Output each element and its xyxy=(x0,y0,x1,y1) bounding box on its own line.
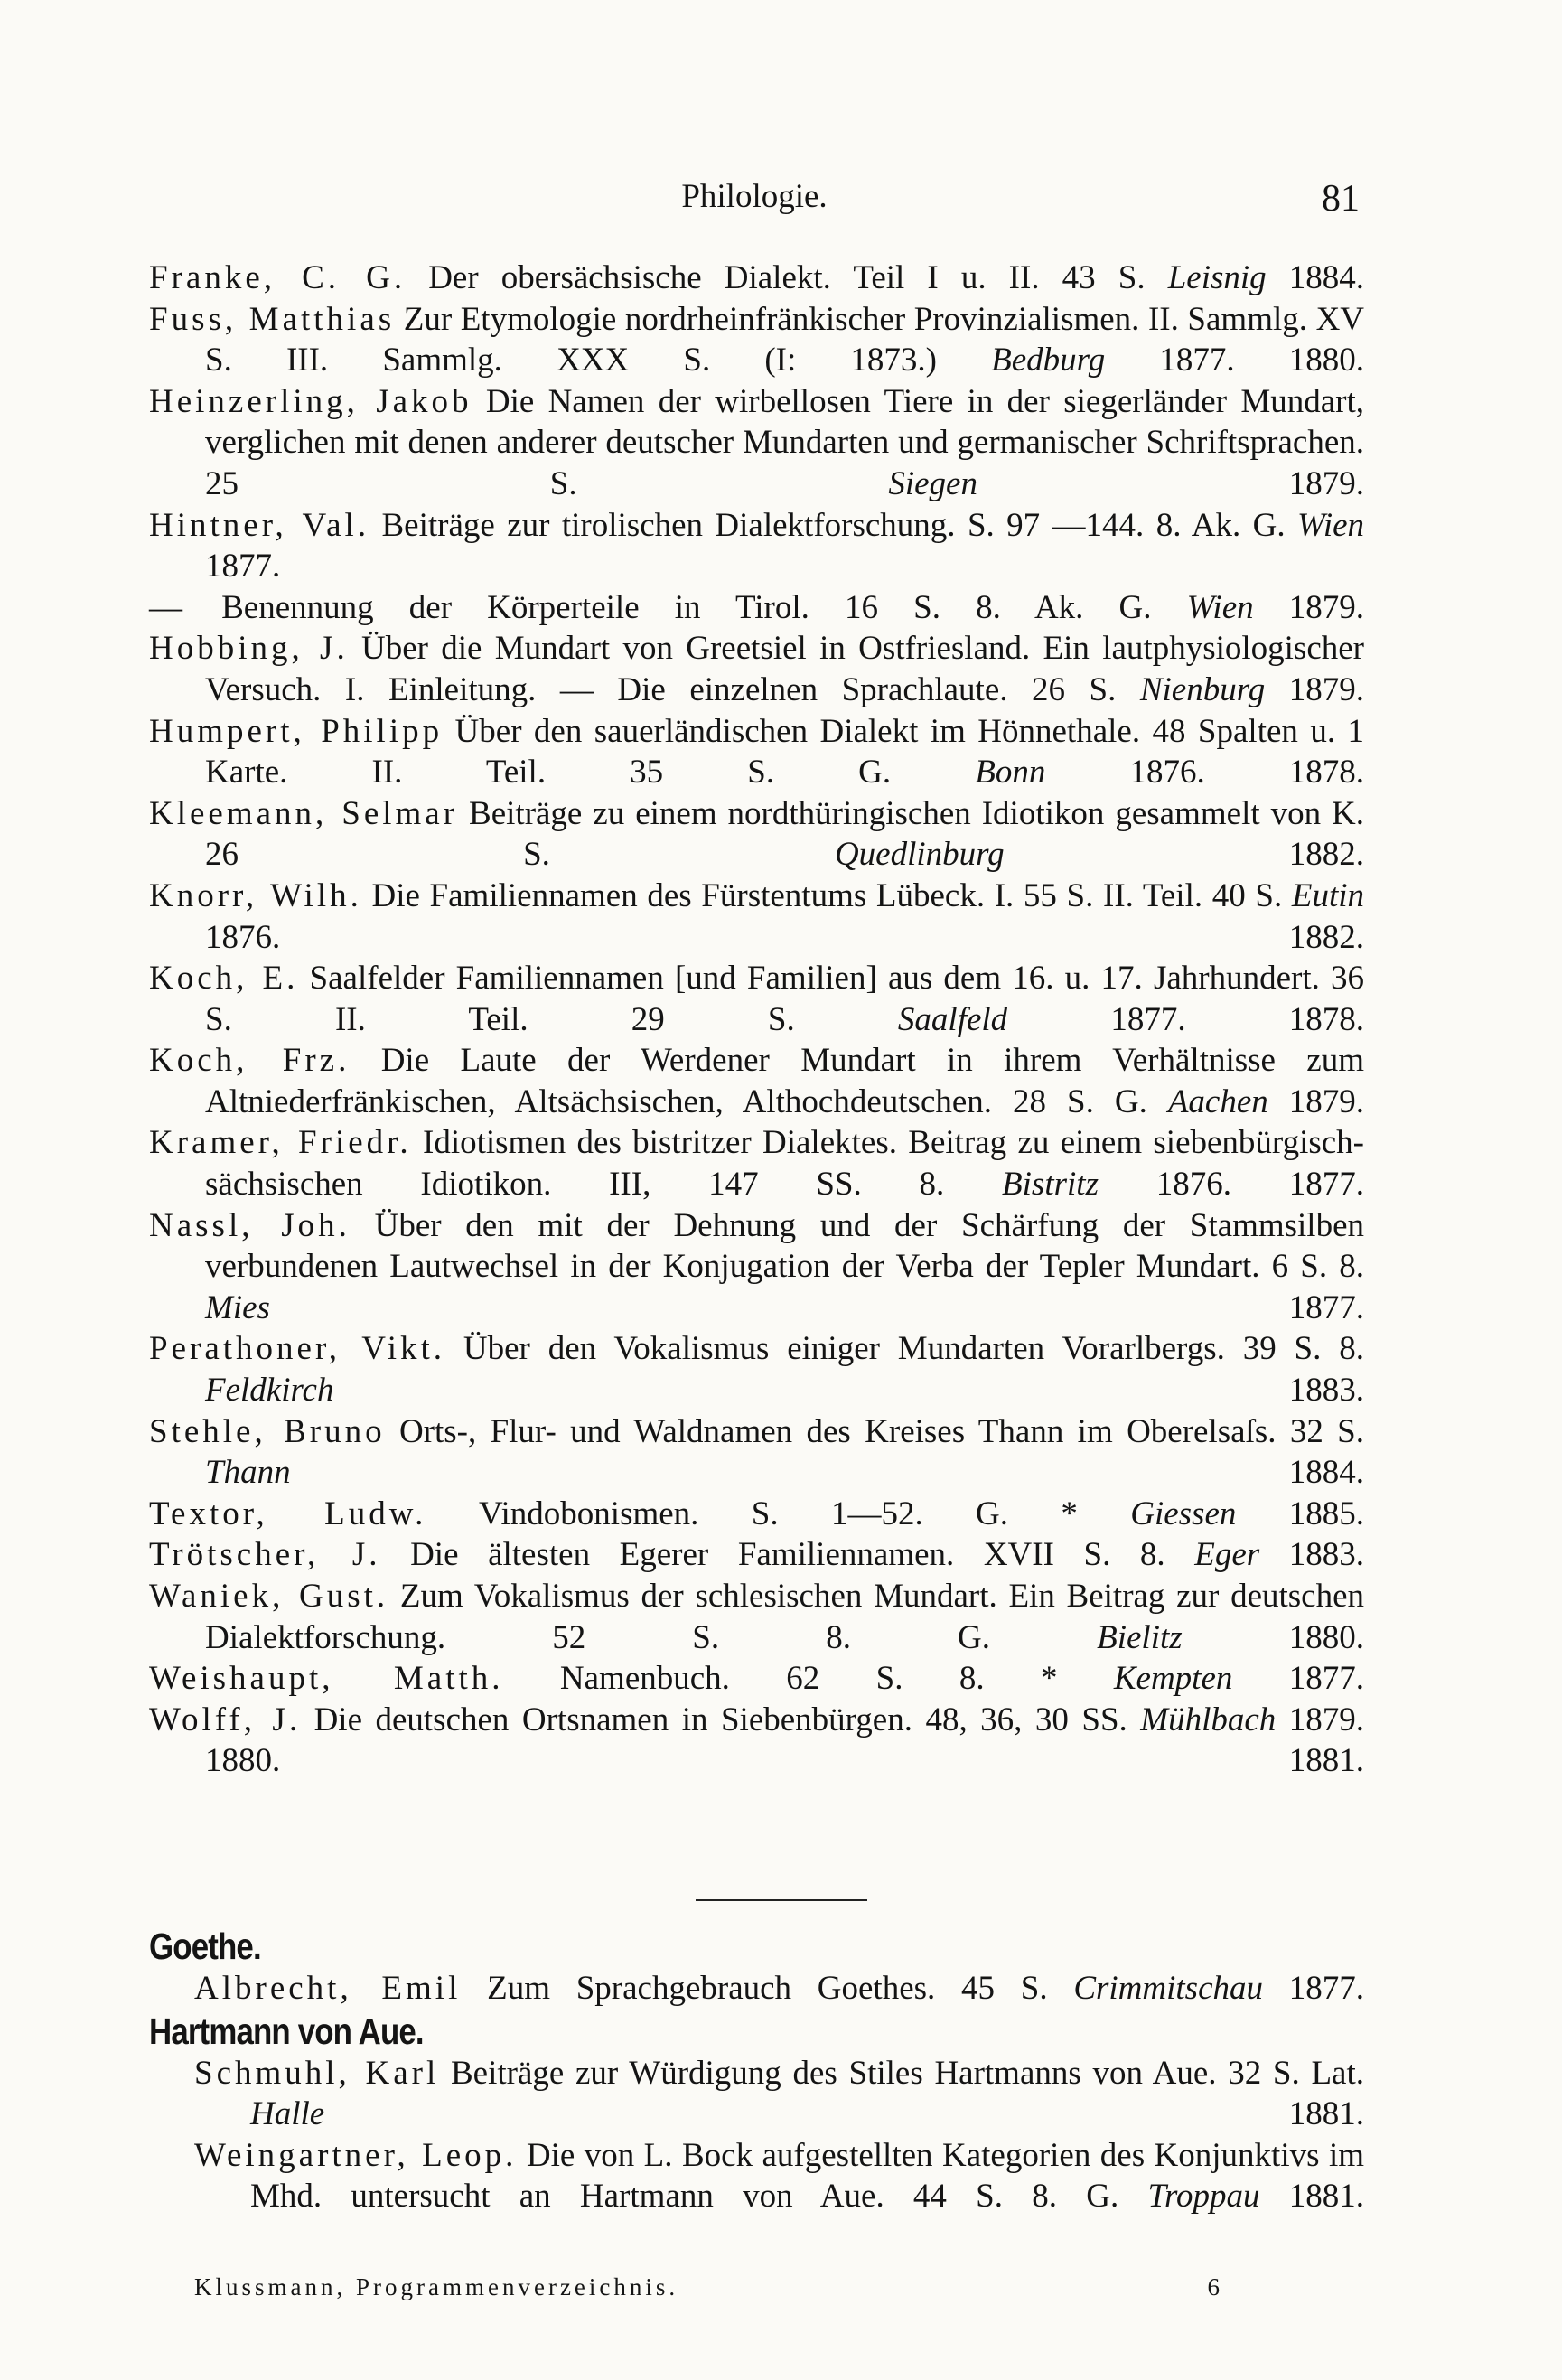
entry-title: Beiträge zu einem nordthüringischen Idiotikon gesammelt von K. 26 S. xyxy=(205,794,1365,874)
entry-title: Die ältesten Egerer Familiennamen. XVII S. 8. xyxy=(410,1536,1165,1574)
bibliography-entry xyxy=(149,587,1364,629)
entry-place: Kempten xyxy=(1113,1660,1233,1698)
bibliography-entry xyxy=(149,1328,1364,1410)
entry-place: Mies xyxy=(205,1288,270,1326)
entry-place: Halle xyxy=(250,2095,325,2133)
bibliography-entry xyxy=(194,1968,1364,2010)
entry-place: Siegen xyxy=(888,464,977,502)
bibliography-entry xyxy=(149,1411,1364,1494)
entry-author: Wolff, J. xyxy=(149,1701,302,1738)
bibliography-entry xyxy=(149,958,1364,1040)
entry-title: Der obersächsische Dialekt. Teil I u. II. 43 S. xyxy=(428,259,1146,296)
bibliography-entry xyxy=(149,711,1364,793)
entry-author: Koch, E. xyxy=(149,960,299,998)
entry-place: Aachen xyxy=(1167,1082,1268,1120)
entry-author: Hobbing, J. xyxy=(149,630,349,668)
entry-author: Weingartner, Leop. xyxy=(194,2136,518,2174)
entry-title: Die deutschen Ortsnamen in Siebenbürgen. 48, 36, 30 SS. xyxy=(313,1701,1127,1738)
entry-year: 1879. xyxy=(1288,670,1365,708)
entry-place: Bielitz xyxy=(1097,1618,1183,1656)
entry-place: Thann xyxy=(205,1454,291,1492)
entry-author: Weishaupt, Matth. xyxy=(149,1660,504,1698)
entry-place: Leisnig xyxy=(1167,259,1267,296)
entry-place: Crimmitschau xyxy=(1073,1970,1264,2007)
entry-author: Albrecht, Emil xyxy=(194,1970,462,2007)
entry-title: Vindobonismen. S. 1—52. G. * xyxy=(479,1495,1078,1532)
entry-title: Zum Sprachgebrauch Goethes. 45 S. xyxy=(487,1970,1048,2007)
entry-place: Bistritz xyxy=(1002,1166,1099,1204)
entry-author: Kleemann, Selmar xyxy=(149,794,459,832)
entry-title: Beiträge zur Würdigung des Stiles Hartmanns von Aue. 32 S. Lat. xyxy=(450,2054,1365,2092)
entry-author: Textor, Ludw. xyxy=(149,1495,427,1532)
entry-title: Über den sauerländischen Dialekt im Hönnethale. 48 Spalten u. 1 Karte. II. Teil. 35 S. G. xyxy=(205,712,1365,792)
entry-year: 1877. xyxy=(1288,1660,1364,1698)
section-divider xyxy=(696,1899,867,1901)
entry-title: Über die Mundart von Greetsiel in Ostfriesland. Ein lautphysiologischer Versuch. I. Einleitung. — Die einzelnen Sprachlaute. 26 S. xyxy=(205,630,1365,708)
bibliography-entry xyxy=(149,258,1364,299)
entry-year: 1883. xyxy=(1288,1536,1365,1574)
entry-title: Idiotismen des bistritzer Dialektes. Beitrag zu einem siebenbürgisch-sächsischen Idiotikon. III, 147 SS. 8. xyxy=(205,1124,1364,1204)
entry-year: 1879. 1880. 1881. xyxy=(205,1701,1365,1780)
entry-title: Saalfelder Familiennamen [und Familien] aus dem 16. u. 17. Jahrhundert. 36 S. II. Teil. 29 S. xyxy=(205,960,1365,1038)
bibliography-entry xyxy=(149,1576,1364,1658)
entry-year: 1877. xyxy=(1288,1970,1364,2007)
page-number: 81 xyxy=(1322,178,1360,220)
page-header xyxy=(149,177,1360,240)
entry-year: 1877. 1878. xyxy=(1110,1000,1364,1038)
footer-signature: Klussmann, Programmenverzeichnis. xyxy=(194,2273,679,2300)
entry-year: 1880. xyxy=(1288,1618,1365,1656)
entry-place: Mühlbach xyxy=(1140,1701,1277,1738)
bibliography-entry xyxy=(149,628,1364,710)
entry-place: Saalfeld xyxy=(897,1000,1008,1038)
bibliography-entry xyxy=(149,299,1364,381)
entry-title: Benennung der Körperteile in Tirol. 16 S. 8. Ak. G. xyxy=(221,588,1152,626)
bibliography-entry xyxy=(149,1205,1364,1329)
entry-place: Eger xyxy=(1194,1536,1260,1574)
bibliography-entry xyxy=(194,2135,1364,2217)
entry-author: Fuss, Matthias xyxy=(149,300,396,338)
entry-author: Hintner, Val. xyxy=(149,506,370,544)
entry-author: Schmuhl, Karl xyxy=(194,2054,440,2092)
entry-author: Kramer, Friedr. xyxy=(149,1124,412,1162)
entry-year: 1879. xyxy=(1288,588,1364,626)
entry-year: 1876. 1877. xyxy=(1155,1166,1364,1204)
entry-title: Über den mit der Dehnung und der Schärfung der Stammsilben verbundenen Lautwechsel in der Konjugation der Verba der Tepler Mundart. 6 S. 8. xyxy=(205,1206,1365,1286)
entry-title: Zur Etymologie nordrheinfränkischer Provinzialismen. II. Sammlg. XV S. III. Sammlg. XXX S. (I: 1873.) xyxy=(205,300,1365,379)
entry-author: Trötscher, J. xyxy=(149,1536,381,1574)
entry-year: 1877. 1880. xyxy=(1159,342,1365,379)
section-entries xyxy=(149,2053,1364,2217)
bibliography-list xyxy=(149,258,1364,1782)
entry-title: Orts-, Flur- und Waldnamen des Kreises Thann im Oberelsaſs. 32 S. xyxy=(398,1412,1364,1450)
entry-year: 1884. xyxy=(1288,1454,1364,1492)
entry-place: Quedlinburg xyxy=(834,836,1005,874)
entry-year: 1876. 1878. xyxy=(1129,754,1365,792)
entry-author: Humpert, Philipp xyxy=(149,712,444,750)
entry-title: Über den Vokalismus einiger Mundarten Vorarlbergs. 39 S. 8. xyxy=(463,1330,1364,1368)
entry-author: Nassl, Joh. xyxy=(149,1206,351,1244)
entry-year: 1877. xyxy=(1288,1288,1364,1326)
bibliography-entry xyxy=(149,1534,1364,1576)
entry-author: Stehle, Bruno xyxy=(149,1412,386,1450)
author-sections xyxy=(149,1925,1364,2217)
bibliography-entry xyxy=(149,1494,1364,1535)
section-entries xyxy=(149,1968,1364,2010)
bibliography-entry xyxy=(149,1122,1364,1204)
entry-author: Perathoner, Vikt. xyxy=(149,1330,446,1368)
entry-author: Knorr, Wilh. xyxy=(149,876,362,914)
entry-author: Koch, Frz. xyxy=(149,1042,351,1080)
entry-year: 1879. xyxy=(1288,464,1364,502)
bibliography-entry xyxy=(149,381,1364,505)
entry-title: Die Namen der wirbellosen Tiere in der siegerländer Mundart, verglichen mit denen anderer deutscher Mundarten und germanischer Schriftsprachen. 25 S. xyxy=(205,382,1364,502)
entry-place: Giessen xyxy=(1130,1495,1237,1532)
entry-author: — xyxy=(149,588,186,626)
bibliography-entry xyxy=(194,2053,1364,2135)
entry-title: Zum Vokalismus der schlesischen Mundart. Ein Beitrag zur deutschen Dialektforschung. 52 S. 8. G. xyxy=(205,1578,1365,1656)
entry-place: Eutin xyxy=(1291,876,1365,914)
section-heading: Hartmann von Aue. xyxy=(149,2010,424,2052)
entry-year: 1879. xyxy=(1288,1082,1365,1120)
entry-place: Nienburg xyxy=(1139,670,1266,708)
entry-year: 1876. 1882. xyxy=(205,918,1364,956)
entry-year: 1882. xyxy=(1288,836,1364,874)
entry-place: Wien xyxy=(1297,506,1365,544)
running-title: Philologie. xyxy=(681,178,828,215)
bibliography-entry xyxy=(149,1700,1364,1782)
bibliography-entry xyxy=(149,1040,1364,1122)
entry-title: Beiträge zur tirolischen Dialektforschung. S. 97 —144. 8. Ak. G. xyxy=(381,506,1286,544)
entry-author: Waniek, Gust. xyxy=(149,1578,389,1615)
entry-year: 1884. xyxy=(1288,259,1364,296)
entry-title: Namenbuch. 62 S. 8. * xyxy=(559,1660,1058,1698)
entry-place: Bedburg xyxy=(991,342,1106,379)
entry-year: 1877. xyxy=(205,548,281,586)
entry-place: Bonn xyxy=(975,754,1046,792)
entry-place: Feldkirch xyxy=(205,1372,334,1410)
entry-author: Franke, C. G. xyxy=(149,259,407,296)
entry-place: Wien xyxy=(1186,588,1254,626)
entry-title: Die Familiennamen des Fürstentums Lübeck. I. 55 S. II. Teil. 40 S. xyxy=(371,876,1283,914)
entry-author: Heinzerling, Jakob xyxy=(149,382,472,420)
bibliography-entry xyxy=(149,876,1364,958)
entry-year: 1883. xyxy=(1288,1372,1364,1410)
entry-place: Troppau xyxy=(1147,2178,1260,2216)
entry-year: 1881. xyxy=(1288,2095,1364,2133)
bibliography-entry xyxy=(149,505,1364,587)
bibliography-entry xyxy=(149,793,1364,876)
sheet-number: 6 xyxy=(1207,2273,1220,2300)
section-heading: Goethe. xyxy=(149,1926,261,1967)
entry-year: 1881. xyxy=(1288,2178,1365,2216)
entry-title: Die Laute der Werdener Mundart in ihrem Verhältnisse zum Altniederfränkischen, Altsächsischen, Althochdeutschen. 28 S. G. xyxy=(205,1042,1365,1120)
entry-title: Die von L. Bock aufgestellten Kategorien des Konjunktivs im Mhd. untersucht an Hartmann von Aue. 44 S. 8. G. xyxy=(250,2136,1364,2216)
bibliography-entry xyxy=(149,1658,1364,1700)
entry-year: 1885. xyxy=(1288,1495,1364,1532)
